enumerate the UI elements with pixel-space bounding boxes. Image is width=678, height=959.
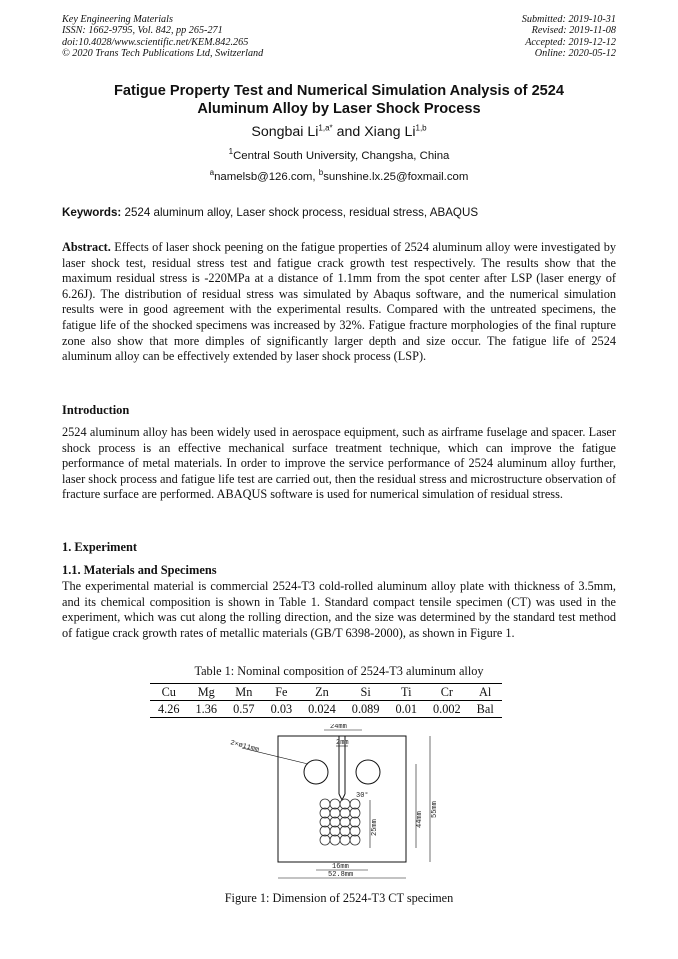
introduction-heading: Introduction	[62, 403, 130, 417]
table-header-cell: Cu	[150, 684, 188, 701]
dimension-lines	[242, 730, 430, 878]
paper-title	[62, 82, 616, 118]
header-publication-info	[62, 14, 263, 60]
author-2-affiliation-mark: 1,b	[415, 123, 427, 133]
table-caption: Table 1: Nominal composition of 2524-T3 aluminum alloy	[194, 664, 484, 678]
email-a-mark: a	[209, 168, 215, 178]
table-cell: 0.024	[300, 701, 344, 718]
header-copyright: © 2020 Trans Tech Publications Ltd, Switzerland	[62, 48, 264, 60]
table-cell: Bal	[469, 701, 502, 718]
figure-caption: Figure 1: Dimension of 2524-T3 CT specimen	[224, 891, 454, 905]
header-doi: doi:10.4028/www.scientific.net/KEM.842.265	[62, 36, 249, 48]
email-b-mark: b	[318, 168, 324, 178]
email-b[interactable]: sunshine.lx.25@foxmail.com	[323, 171, 469, 183]
table-cell: 1.36	[188, 701, 226, 718]
header-dates	[522, 14, 616, 60]
abstract-text: Effects of laser shock peening on the fatigue properties of 2524 aluminum alloy were investigated by laser shock test, residual stress test and fatigue crack growth test respectively. The results show that the maximum residual stress is -220MPa at a distance of 1.1mm from the spot center after LSP (laser energy of 6.26J). The distribution of residual stress was simulated by Abaqus software, and the numerical simulation results were in good agreement with the experimental results. Compared with the untreated specimens, the fatigue life of the shocked specimens was increased by 32%. Fatigue fracture morphologies of the final rupture zone also show that more dimples of significantly larger depth and size occur. The fatigue life of 2524 aluminum alloy can be effectively extended by laser shock process (LSP).	[62, 240, 616, 364]
title-line-2: Aluminum Alloy by Laser Shock Process	[197, 101, 481, 117]
author-conjunction: and	[332, 124, 365, 140]
author-1: Songbai Li	[251, 124, 319, 140]
dim-25mm: 25mm	[371, 819, 379, 836]
header-online: Online: 2020-05-12	[534, 48, 616, 60]
author-emails	[62, 168, 616, 183]
dim-24mm: 24mm	[330, 724, 347, 731]
table-header-cell: Mg	[188, 684, 226, 701]
table-header-cell: Cr	[425, 684, 469, 701]
header-journal: Key Engineering Materials	[62, 14, 173, 25]
author-2: Xiang Li	[364, 124, 416, 140]
table-header-cell: Fe	[263, 684, 301, 701]
author-1-affiliation-mark: 1,a*	[318, 123, 333, 133]
table-row	[150, 701, 502, 718]
dim-16mm: 16mm	[332, 863, 349, 871]
affiliation-mark: 1	[228, 147, 234, 157]
table-cell: 0.03	[263, 701, 301, 718]
author-list	[62, 124, 616, 140]
header-accepted: Accepted: 2019-12-12	[525, 36, 616, 48]
composition-table	[150, 683, 502, 718]
table-cell: 0.01	[387, 701, 425, 718]
table-cell: 0.089	[344, 701, 388, 718]
hole-right	[356, 760, 380, 784]
dim-55mm: 55mm	[431, 801, 439, 818]
header-issn: ISSN: 1662-9795, Vol. 842, pp 265-271	[62, 25, 223, 37]
header-revised: Revised: 2019-11-08	[531, 25, 616, 37]
dim-holes: 2×ø11mm	[229, 739, 260, 755]
materials-subheading: 1.1. Materials and Specimens	[62, 563, 217, 577]
dim-52-8mm: 52.8mm	[328, 871, 354, 879]
laser-shock-spots	[320, 799, 360, 845]
table-cell: 0.57	[225, 701, 263, 718]
table-header-cell: Ti	[387, 684, 425, 701]
table-cell: 0.002	[425, 701, 469, 718]
dim-44mm: 44mm	[416, 811, 424, 828]
title-line-1: Fatigue Property Test and Numerical Simulation Analysis of 2524	[113, 83, 565, 99]
experiment-heading: 1. Experiment	[62, 540, 138, 554]
email-a[interactable]: namelsb@126.com,	[214, 171, 319, 183]
affiliation	[62, 147, 616, 162]
affiliation-text: Central South University, Changsha, China	[233, 150, 450, 162]
table-cell: 4.26	[150, 701, 188, 718]
table-header-cell: Mn	[225, 684, 263, 701]
dim-30deg: 30°	[356, 792, 369, 800]
introduction-text: 2524 aluminum alloy has been widely used in aerospace equipment, such as airframe fuselage and spacer. Laser shock process is an effective mechanical surface treatment technique, which can improve the fatigue performance of metal materials. In order to improve the service performance of 2524 aluminum alloy further, laser shock process and fatigue life test are carried out, then the residual stress and microstructure observation of fracture surface are performed. ABAQUS software is used for numerical simulation of residual stress.	[62, 425, 616, 502]
dim-2mm: 2mm	[336, 739, 349, 747]
table-header-cell: Zn	[300, 684, 344, 701]
abstract-label: Abstract.	[62, 240, 111, 254]
table-header-cell: Si	[344, 684, 388, 701]
table-header-row	[150, 684, 502, 701]
ct-specimen-drawing	[220, 724, 460, 884]
header-submitted: Submitted: 2019-10-31	[521, 14, 616, 25]
abstract	[62, 240, 616, 365]
keywords-text: 2524 aluminum alloy, Laser shock process, residual stress, ABAQUS	[121, 206, 479, 219]
table-header-cell: Al	[469, 684, 502, 701]
keywords	[62, 206, 616, 219]
materials-text: The experimental material is commercial 2524-T3 cold-rolled aluminum alloy plate with thickness of 3.5mm, and its chemical composition is shown in Table 1. Standard compact tensile specimen (CT) was used in the experiment, which was cut along the rolling direction, and the size was determined by the standard test method of fatigue crack growth rates of metallic materials (GB/T 6398-2000), as shown in Figure 1.	[62, 579, 616, 640]
keywords-label: Keywords:	[62, 206, 122, 219]
